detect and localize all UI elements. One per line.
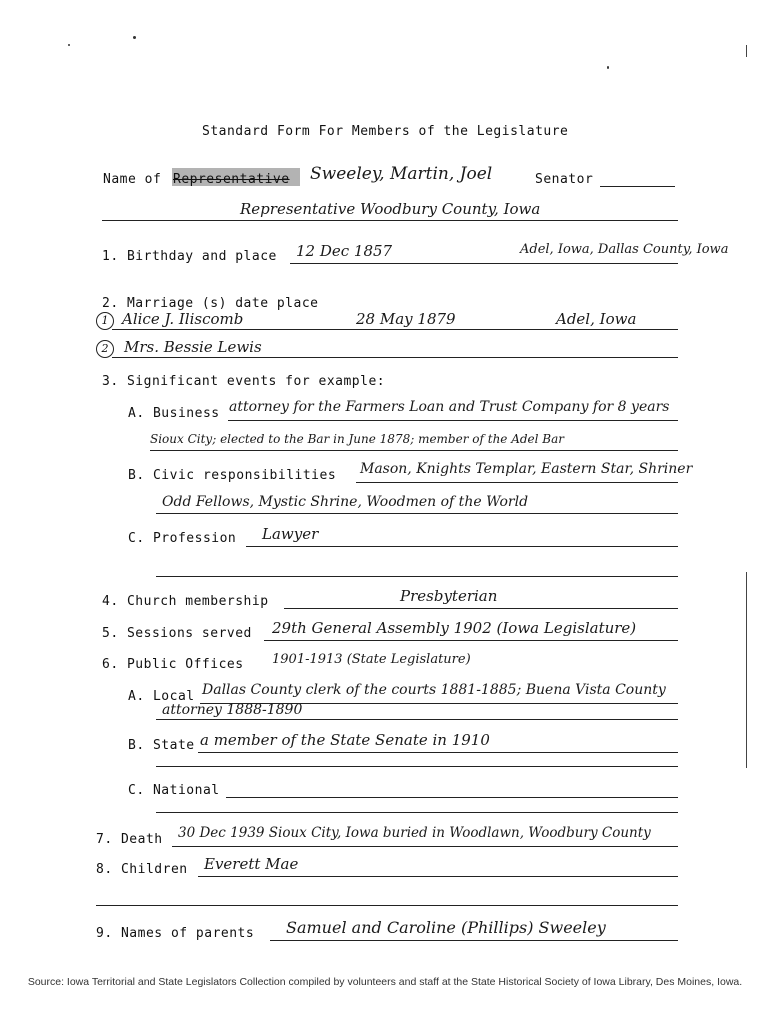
- scan-speck: [68, 44, 70, 46]
- death-label: 7. Death: [96, 832, 163, 847]
- civic-value-1: Mason, Knights Templar, Eastern Star, Shriner: [360, 461, 693, 477]
- birthday-place: Adel, Iowa, Dallas County, Iowa: [520, 242, 729, 257]
- marriage-1-place: Adel, Iowa: [556, 310, 637, 328]
- senator-line: [600, 186, 675, 187]
- sessions-line: [264, 640, 678, 641]
- marriage-1-number: 1: [96, 312, 114, 330]
- parents-line: [270, 940, 678, 941]
- death-line: [172, 846, 678, 847]
- source-caption: Source: Iowa Territorial and State Legislators Collection compiled by volunteers and staff at the State Historical Society of Iowa Library, Des Moines, Iowa.: [27, 976, 743, 988]
- children-line: [198, 876, 678, 877]
- death-value: 30 Dec 1939 Sioux City, Iowa buried in Woodlawn, Woodbury County: [178, 825, 651, 841]
- parents-value: Samuel and Caroline (Phillips) Sweeley: [286, 918, 606, 937]
- sessions-value: 29th General Assembly 1902 (Iowa Legislature): [272, 619, 637, 637]
- children-line-2: [96, 905, 678, 906]
- local-value-1: Dallas County clerk of the courts 1881-1885; Buena Vista County: [202, 682, 666, 698]
- church-value: Presbyterian: [400, 587, 498, 605]
- birthday-date: 12 Dec 1857: [296, 242, 393, 260]
- sessions-label: 5. Sessions served: [102, 626, 252, 641]
- local-value-2: attorney 1888-1890: [162, 702, 303, 718]
- name-struck-label: Representative: [173, 172, 290, 187]
- birthday-label: 1. Birthday and place: [102, 249, 277, 264]
- business-line-2: [150, 450, 678, 451]
- scan-speck: [133, 36, 136, 39]
- local-line-2: [156, 719, 678, 720]
- business-value-2: Sioux City; elected to the Bar in June 1878; member of the Adel Bar: [150, 432, 565, 446]
- church-label: 4. Church membership: [102, 594, 269, 609]
- page-edge-mark: [746, 45, 747, 57]
- profession-line-2: [156, 576, 678, 577]
- business-label: A. Business: [128, 406, 220, 421]
- children-value: Everett Mae: [204, 855, 299, 873]
- parents-label: 9. Names of parents: [96, 926, 255, 941]
- state-value: a member of the State Senate in 1910: [200, 731, 490, 749]
- civic-line-2: [156, 513, 678, 514]
- name-line2-value: Representative Woodbury County, Iowa: [240, 200, 541, 218]
- profession-label: C. Profession: [128, 531, 237, 546]
- state-label: B. State: [128, 738, 195, 753]
- public-offices-label: 6. Public Offices: [102, 657, 244, 672]
- business-line-1: [228, 420, 678, 421]
- national-line-2: [156, 812, 678, 813]
- scan-speck: [607, 66, 609, 69]
- name-underline: [102, 220, 678, 221]
- business-value-1: attorney for the Farmers Loan and Trust Company for 8 years: [229, 399, 670, 415]
- profession-value: Lawyer: [262, 525, 319, 543]
- marriage-label: 2. Marriage (s) date place: [102, 296, 319, 311]
- marriage-line-2: [112, 357, 678, 358]
- public-offices-note: 1901-1913 (State Legislature): [272, 652, 471, 667]
- children-label: 8. Children: [96, 862, 188, 877]
- civic-label: B. Civic responsibilities: [128, 468, 337, 483]
- national-line: [226, 797, 678, 798]
- marriage-1-spouse: Alice J. Iliscomb: [122, 310, 244, 328]
- state-line-2: [156, 766, 678, 767]
- name-label: Name of: [103, 172, 162, 187]
- birthday-line: [290, 263, 678, 264]
- local-label: A. Local: [128, 689, 195, 704]
- civic-value-2: Odd Fellows, Mystic Shrine, Woodmen of the World: [162, 494, 529, 510]
- significant-label: 3. Significant events for example:: [102, 374, 386, 389]
- page-edge-mark: [746, 572, 747, 768]
- marriage-2-spouse: Mrs. Bessie Lewis: [124, 338, 262, 356]
- national-label: C. National: [128, 783, 220, 798]
- profession-line: [246, 546, 678, 547]
- marriage-1-date: 28 May 1879: [356, 310, 456, 328]
- civic-line-1: [356, 482, 678, 483]
- state-line: [198, 752, 678, 753]
- church-line: [284, 608, 678, 609]
- form-title: Standard Form For Members of the Legislature: [202, 124, 569, 139]
- senator-label: Senator: [535, 172, 594, 187]
- marriage-line-1: [112, 329, 678, 330]
- name-value: Sweeley, Martin, Joel: [310, 164, 493, 184]
- marriage-2-number: 2: [96, 340, 114, 358]
